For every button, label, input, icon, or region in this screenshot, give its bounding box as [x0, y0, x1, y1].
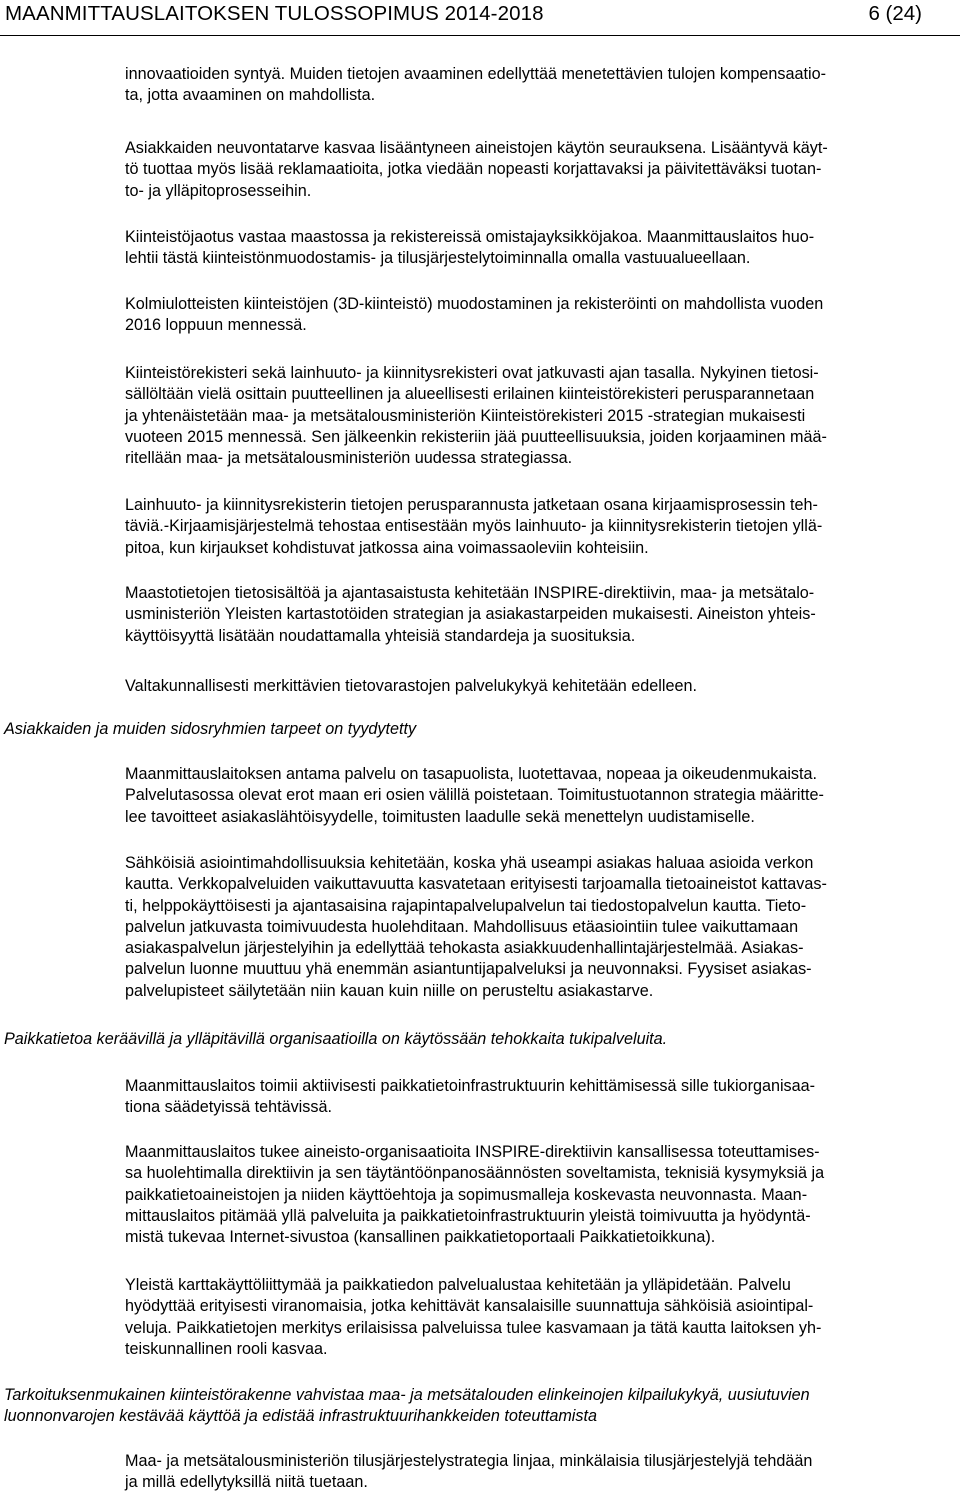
paragraph-map-interface [125, 1275, 957, 1360]
text-line: hyödyttää erityisesti viranomaisia, jotka kehittävät kansalaisille suunnattuja sähköisiä asiointipal- [125, 1297, 814, 1316]
text-line: tiona säädetyissä tehtävissä. [125, 1098, 332, 1117]
text-line: 2016 loppuun mennessä. [125, 316, 307, 335]
text-line: palvelun jatkuvasta toimivuudesta huolehditaan. Mahdollisuus etäasiointiin tulee vaikuttamaan [125, 917, 799, 936]
text-line: sa huolehtimalla direktiivin ja sen täytäntöönpanosäännösten soveltamista, teknisiä kysymyksiä ja [125, 1164, 825, 1183]
text-line: tö tuottaa myös lisää reklamaatioita, jotka viedään nopeasti korjattavaksi ja päivitettäväksi tuotan- [125, 160, 822, 179]
text-line: Valtakunnallisesti merkittävien tietovarastojen palvelukykyä kehitetään edelleen. [125, 677, 697, 695]
text-line: Maanmittauslaitoksen antama palvelu on tasapuolista, luotettavaa, nopeaa ja oikeudenmukaista. [125, 765, 818, 783]
text-line: Palvelutasossa olevat erot maan eri osien välillä poistetaan. Toimitustuotannon strategia määritte- [125, 786, 824, 805]
text-line: innovaatioiden syntyä. Muiden tietojen avaaminen edellyttää menetettävien tulojen kompensaatio- [125, 65, 827, 83]
text-line: Kolmiulotteisten kiinteistöjen (3D-kiinteistö) muodostaminen ja rekisteröinti on mahdollista vuoden [125, 295, 824, 313]
text-line: Maa- ja metsätalousministeriön tilusjärjestelystrategia linjaa, minkälaisia tilusjärjestelyjä tehdään [125, 1452, 813, 1470]
paragraph-inspire-support [125, 1142, 957, 1248]
text-line: paikkatietoaineistojen ja niiden käyttöehtoja ja sopimusmalleja koskevasta neuvonnasta. Maan- [125, 1185, 808, 1204]
paragraph-property-register [125, 363, 957, 469]
text-line: Sähköisiä asiointimahdollisuuksia kehitetään, koska yhä useampi asiakas haluaa asioida verkon [125, 854, 814, 872]
text-line: Lainhuuto- ja kiinnitysrekisterin tietojen perusparannusta jatketaan osana kirjaamisprosessin teh- [125, 496, 818, 514]
text-line: Maanmittauslaitos toimii aktiivisesti paikkatietoinfrastruktuurin kehittämisessä sille tukiorganisaa- [125, 1077, 816, 1095]
paragraph-service-quality [125, 764, 957, 828]
text-line: Maanmittauslaitos tukee aineisto-organisaatioita INSPIRE-direktiivin kansallisessa toteuttamises- [125, 1143, 820, 1161]
text-line: Kiinteistöjaotus vastaa maastossa ja rekistereissä omistajayksikköjakoa. Maanmittauslaitos huo- [125, 228, 815, 246]
text-line: pitoa, kun kirjaukset kohdistuvat jatkossa aina voimassaoleviin kohteisiin. [125, 538, 649, 557]
text-line: Asiakkaiden neuvontatarve kasvaa lisääntyneen aineistojen käytön seurauksena. Lisääntyvä käyt- [125, 139, 828, 157]
text-line: sällöltään vielä osittain puutteellinen ja alueellisesti erilainen kiinteistörekisteri perusparannetaan [125, 385, 815, 404]
text-line: ja yhtenäistetään maa- ja metsätalousministeriön Kiinteistörekisteri 2015 -strategian mukaisesti [125, 406, 806, 425]
header-divider [0, 35, 960, 36]
page-number: 6 (24) [868, 2, 922, 25]
section-heading-customer-needs [4, 719, 956, 740]
paragraph-3d-property [125, 294, 957, 337]
text-line: usministeriön Yleisten kartastotöiden strategian ja asiakastarpeiden mukaisesti. Aineiston yhteis- [125, 605, 816, 624]
paragraph-open-data-compensation [125, 64, 957, 107]
text-line: lee tavoitteet asiakaslähtöisyydelle, toimitusten laadulle sekä menettelyn uudistamiselle. [125, 807, 755, 826]
text-line: palvelupisteet säilytetään niin kauan kuin niille on perusteltu asiakastarve. [125, 981, 654, 1000]
text-line: vuoteen 2015 mennessä. Sen jälkeenkin rekisteriin jää puutteellisuuksia, joiden korjaaminen mää- [125, 427, 827, 446]
heading-line: luonnonvarojen kestävää käyttöä ja edistää infrastruktuurihankkeiden toteuttamista [4, 1407, 598, 1426]
paragraph-topographic-data [125, 583, 957, 647]
paragraph-customer-advice [125, 138, 957, 202]
text-line: palvelun luonne muuttuu yhä enemmän asiantuntijapalveluksi ja neuvonnaksi. Fyysiset asiakas- [125, 960, 812, 979]
text-line: Yleistä karttakäyttöliittymää ja paikkatiedon palvelualustaa kehitetään ja ylläpidetään. Palvelu [125, 1276, 791, 1294]
text-line: Maastotietojen tietosisältöä ja ajantasaistusta kehitetään INSPIRE-direktiivin, maa- ja metsätalo- [125, 584, 815, 602]
paragraph-title-register [125, 495, 957, 559]
text-line: ja millä edellytyksillä niitä tuetaan. [125, 1473, 368, 1492]
paragraph-e-services [125, 853, 957, 1002]
text-line: Kiinteistörekisteri sekä lainhuuto- ja kiinnitysrekisteri ovat jatkuvasti ajan tasalla. Nykyinen tietosi- [125, 364, 819, 382]
paragraph-land-consolidation [125, 1451, 957, 1494]
text-line: veluja. Paikkatietojen merkitys erilaisissa palveluissa tulee kasvamaan ja tätä kautta laitoksen yh- [125, 1318, 822, 1337]
text-line: to- ja ylläpitoprosesseihin. [125, 181, 312, 200]
document-header-title: MAANMITTAUSLAITOKSEN TULOSSOPIMUS 2014-2018 [5, 2, 544, 25]
section-heading-support-services [4, 1029, 956, 1050]
heading-line: Paikkatietoa keräävillä ja ylläpitävillä organisaatioilla on käytössään tehokkaita tukipalveluita. [4, 1030, 668, 1048]
text-line: asiakaspalvelun järjestelyihin ja edellyttää tehokasta asiakkuudenhallintajärjestelmää. Asiakas- [125, 939, 804, 958]
text-line: kautta. Verkkopalveluiden vaikuttavuutta kasvatetaan erityisesti tarjoamalla tietoaineistot kattavas- [125, 875, 827, 894]
text-line: mittauslaitos pitämää yllä palveluita ja paikkatietoinfrastruktuurin yleistä toimivuutta ja hyödyntä- [125, 1206, 811, 1225]
paragraph-sdi-support [125, 1076, 957, 1119]
text-line: mistä tukevaa Internet-sivustoa (kansallinen paikkatietoportaali Paikkatietoikkuna). [125, 1228, 716, 1247]
text-line: ti, helppokäyttöisesti ja ajantasaisina rajapintapalvelupalvelun tai tiedostopalvelun kautta. Tieto- [125, 896, 807, 915]
text-line: teiskunnallinen rooli kasvaa. [125, 1339, 328, 1358]
text-line: täviä.-Kirjaamisjärjestelmä tehostaa entisestään myös lainhuuto- ja kiinnitysrekisterin tietojen yllä- [125, 517, 823, 536]
heading-line: Asiakkaiden ja muiden sidosryhmien tarpeet on tyydytetty [4, 720, 417, 738]
text-line: ritellään maa- ja metsätalousministeriön uudessa strategiassa. [125, 449, 573, 468]
paragraph-data-repositories [125, 676, 957, 697]
heading-line: Tarkoituksenmukainen kiinteistörakenne vahvistaa maa- ja metsätalouden elinkeinojen kilpailukykyä, uusiutuvien [4, 1386, 810, 1404]
paragraph-property-division [125, 227, 957, 270]
text-line: ta, jotta avaaminen on mahdollista. [125, 86, 376, 105]
text-line: lehtii tästä kiinteistönmuodostamis- ja tilusjärjestelytoiminnalla omalla vastuualueellaan. [125, 249, 751, 268]
section-heading-property-structure [4, 1385, 956, 1428]
text-line: käyttöisyyttä lisätään noudattamalla yhteisiä standardeja ja suosituksia. [125, 626, 636, 645]
